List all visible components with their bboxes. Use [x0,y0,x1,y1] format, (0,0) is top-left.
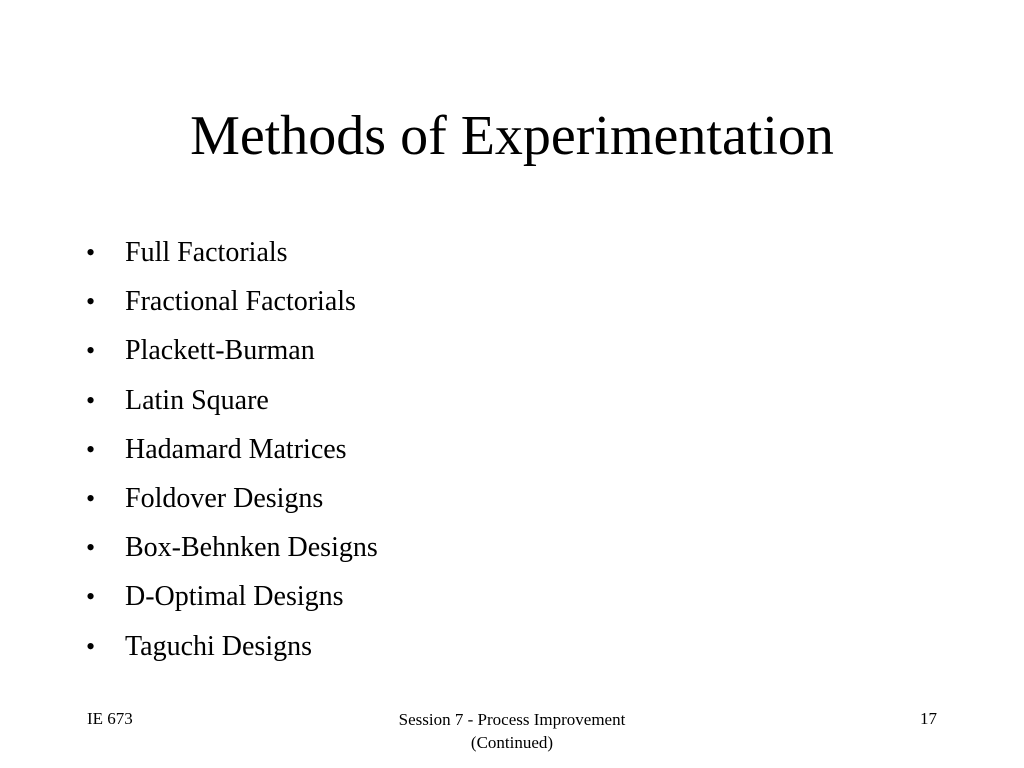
bullet-item [86,523,378,572]
bullet-icon: • [86,385,96,415]
footer-session-title [362,708,662,754]
bullet-text: Foldover Designs [125,483,324,515]
slide-title: Methods of Experimentation [190,105,834,167]
bullet-text: Box-Behnken Designs [125,532,378,564]
bullet-item [86,622,378,671]
bullet-text: Hadamard Matrices [125,433,347,465]
footer-course-code: IE 673 [87,709,133,728]
bullet-item [86,425,378,474]
bullet-text: Plackett-Burman [125,335,315,367]
bullet-icon: • [86,582,96,612]
bullet-text: Taguchi Designs [125,630,313,662]
bullet-icon: • [86,287,96,317]
bullet-text: Latin Square [125,384,269,416]
slide-number: 17 [920,709,937,728]
bullet-text: Full Factorials [125,237,288,268]
bullet-item [86,228,378,277]
bullet-icon: • [86,631,96,661]
bullet-icon: • [86,434,96,464]
bullet-item [86,376,378,425]
footer-session-line-1: Session 7 - Process Improvement [398,710,626,729]
bullet-list [86,228,378,671]
bullet-text: Fractional Factorials [125,286,356,318]
bullet-text: D-Optimal Designs [125,581,344,613]
bullet-item [86,474,378,523]
bullet-icon: • [86,336,96,366]
bullet-icon: • [86,484,96,514]
bullet-item [86,572,378,621]
bullet-icon: • [86,533,96,563]
bullet-item [86,326,378,375]
bullet-item [86,277,378,326]
bullet-icon: • [86,238,96,267]
footer-session-line-2: (Continued) [470,733,554,752]
